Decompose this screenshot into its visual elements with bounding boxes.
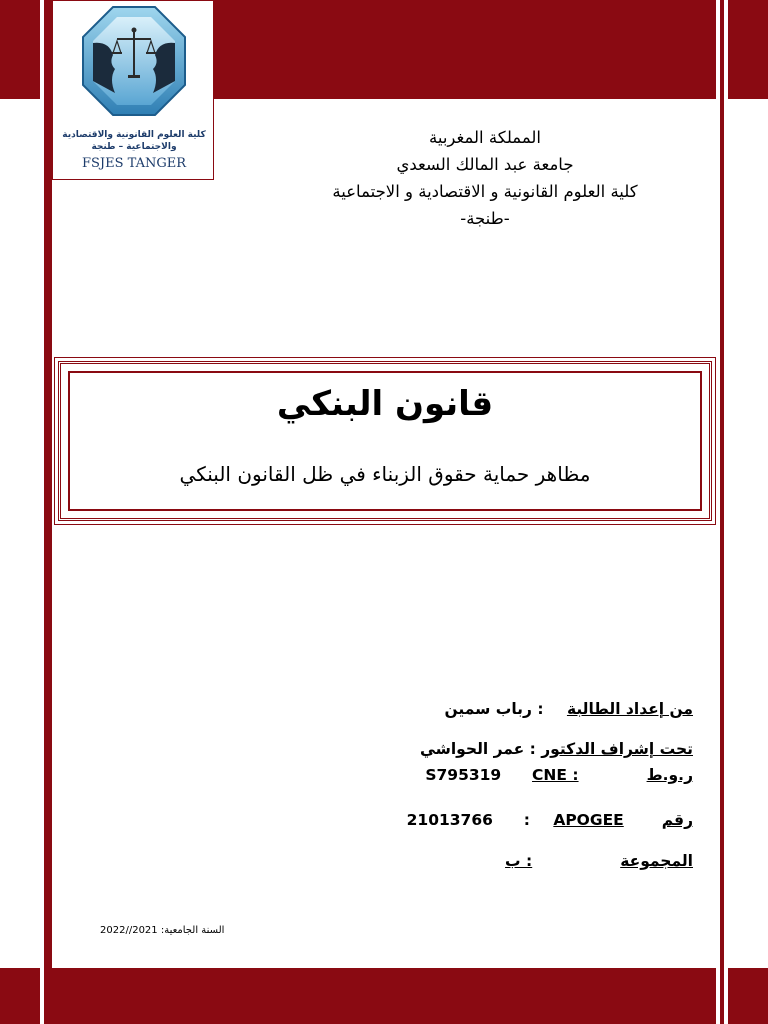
apogee-colon: :: [523, 811, 530, 829]
right-frame-line-inner: [716, 0, 720, 1024]
apogee-code: APOGEE: [553, 811, 624, 829]
supervisor-label: تحت إشراف الدكتور: [541, 740, 693, 758]
supervisor-row: [363, 740, 693, 758]
header-faculty: كلية العلوم القانونية و الاقتصادية و الاجتماعية: [332, 182, 638, 201]
apogee-value: 21013766: [406, 811, 493, 829]
cne-label: ر.و.ط: [646, 766, 693, 784]
document-subtitle: مظاهر حماية حقوق الزبناء في ظل القانون البنكي: [179, 462, 591, 486]
apogee-label: رقم: [661, 811, 693, 829]
supervisor-value: : عمر الحواشي: [419, 740, 536, 758]
group-value: : ب: [505, 852, 533, 870]
apogee-row: [363, 811, 693, 829]
document-title: قانون البنكي: [276, 384, 494, 424]
prepared-by-label: من إعداد الطالبة: [566, 700, 693, 718]
right-frame-line-outer: [724, 0, 728, 1024]
academic-year: السنة الجامعية: 2021//2022: [100, 925, 225, 936]
institution-header: [290, 124, 680, 232]
left-frame-strip: [44, 99, 52, 968]
logo-arabic-text: كلية العلوم القانونية والاقتصادية والاجتماعية – طنجة: [62, 130, 206, 152]
scales-of-justice-icon: [69, 3, 199, 129]
prepared-by-row: [363, 700, 693, 718]
prepared-by-value: : رباب سمين: [444, 700, 544, 718]
header-university: جامعة عبد المالك السعدي: [396, 155, 574, 174]
header-city: -طنجة-: [460, 209, 510, 228]
header-kingdom: المملكة المغربية: [429, 128, 541, 147]
cne-code: CNE :: [532, 766, 579, 784]
cne-row: [363, 766, 693, 784]
group-label: المجموعة: [620, 852, 693, 870]
logo-latin-text: FSJES TANGER: [81, 156, 187, 171]
title-box: [58, 361, 712, 521]
bottom-frame-band: [0, 968, 768, 1024]
cne-value: S795319: [425, 766, 502, 784]
left-frame-line: [40, 0, 44, 1024]
faculty-logo: [52, 0, 214, 180]
group-row: [363, 852, 693, 870]
